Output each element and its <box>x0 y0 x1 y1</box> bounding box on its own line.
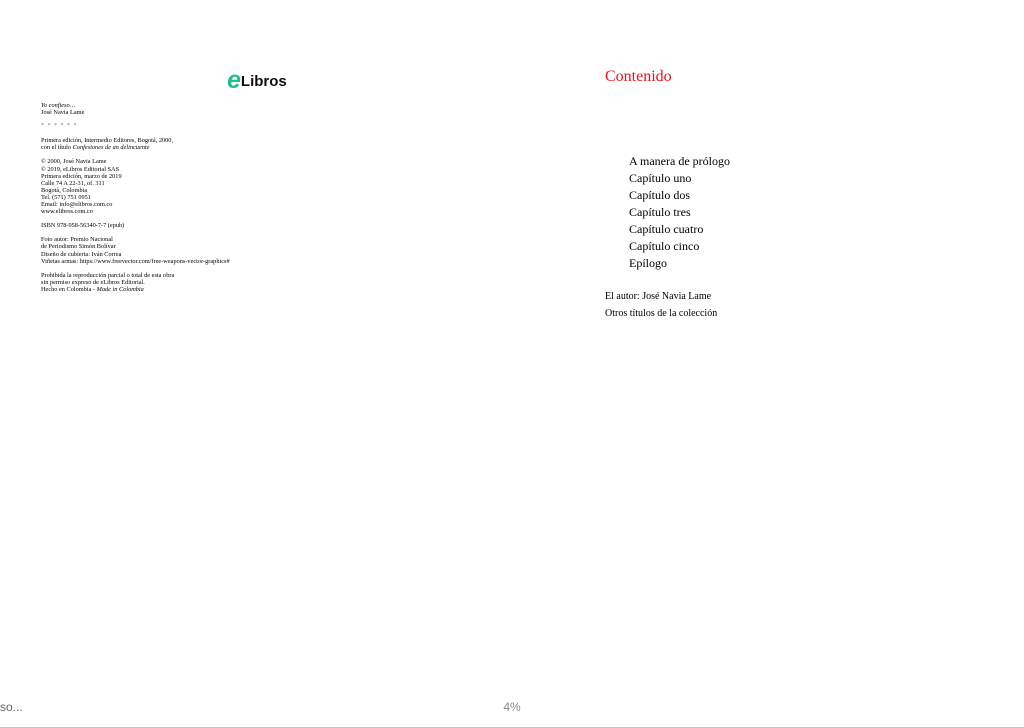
original-title: Confesiones de un delincuente <box>72 144 150 152</box>
toc-item-capitulo-cuatro[interactable]: Capítulo cuatro <box>629 222 704 236</box>
edition-line <box>41 144 341 151</box>
logo-mark: e <box>227 65 240 94</box>
left-page <box>0 0 512 700</box>
made-in-line <box>41 286 341 293</box>
made-in-prefix: Hecho en Colombia - <box>41 285 97 293</box>
copyright-line: © 2000, José Navia Lame <box>41 158 107 166</box>
toc-item-epilogo[interactable]: Epílogo <box>629 256 667 270</box>
toc-item-capitulo-dos[interactable]: Capítulo dos <box>629 188 691 202</box>
rights-block <box>41 272 341 293</box>
footer-chapter-title: so... <box>0 700 23 714</box>
toc-item-el-autor[interactable]: El autor: José Navia Lame <box>605 291 712 302</box>
rights-line: sin permiso expreso de eLibros Editorial. <box>41 278 145 286</box>
copyright-line: Bogotá, Colombia <box>41 186 88 194</box>
copyright-block <box>41 158 341 215</box>
toc-item-capitulo-uno[interactable]: Capítulo uno <box>629 171 692 185</box>
toc-extra-list <box>605 289 717 322</box>
copyright-line: Tel. (571) 751 0951 <box>41 193 91 201</box>
credit-line: Viñetas armas: https://www.freevector.com/free-weapons-vector-graphics# <box>41 257 230 265</box>
copyright-line: www.elibros.com.co <box>41 208 93 216</box>
isbn: ISBN 978-958-56340-7-7 (epub) <box>41 222 125 230</box>
isbn-block <box>41 222 341 229</box>
edition-block <box>41 137 341 151</box>
elibros-logo <box>227 67 287 93</box>
toc-item-capitulo-cinco[interactable]: Capítulo cinco <box>629 239 700 253</box>
right-page <box>512 0 1024 700</box>
copyright-line: Email: info@elibros.com.co <box>41 201 113 209</box>
book-title-block <box>41 102 341 116</box>
separator: * * * * * * <box>41 123 78 130</box>
logo-text: Libros <box>240 73 287 90</box>
book-title: Yo confieso… <box>41 102 76 109</box>
toc-title: Contenido <box>605 68 672 85</box>
credit-line: de Periodismo Simón Bolívar <box>41 243 116 251</box>
copyright-line: Primera edición, marzo de 2019 <box>41 172 122 180</box>
copyright-line: Calle 74 A 22-31, of. 311 <box>41 179 105 187</box>
credit-line: Diseño de cubierta: Iván Correa <box>41 250 122 258</box>
toc-item-prologo[interactable]: A manera de prólogo <box>629 154 730 168</box>
edition-line: Primera edición, Intermedio Editores, Bogotá, 2000, <box>41 137 174 145</box>
toc-chapter-list <box>629 153 730 272</box>
credit-line: Foto autor: Premio Nacional <box>41 236 113 244</box>
rights-line: Prohibida la reproducción parcial o total de esta obra <box>41 271 175 279</box>
edition-prefix: con el título <box>41 144 73 152</box>
reader-footer <box>0 700 1024 728</box>
book-author: José Navia Lame <box>41 109 85 117</box>
toc-item-capitulo-tres[interactable]: Capítulo tres <box>629 205 691 219</box>
toc-item-otros-titulos[interactable]: Otros títulos de la colección <box>605 307 718 319</box>
reading-progress: 4% <box>503 700 521 714</box>
credits-block <box>41 236 341 264</box>
imprint-block <box>41 102 341 300</box>
copyright-line: © 2019, eLibros Editorial SAS <box>41 165 120 173</box>
made-in-italic: Made in Colombia <box>96 285 144 293</box>
